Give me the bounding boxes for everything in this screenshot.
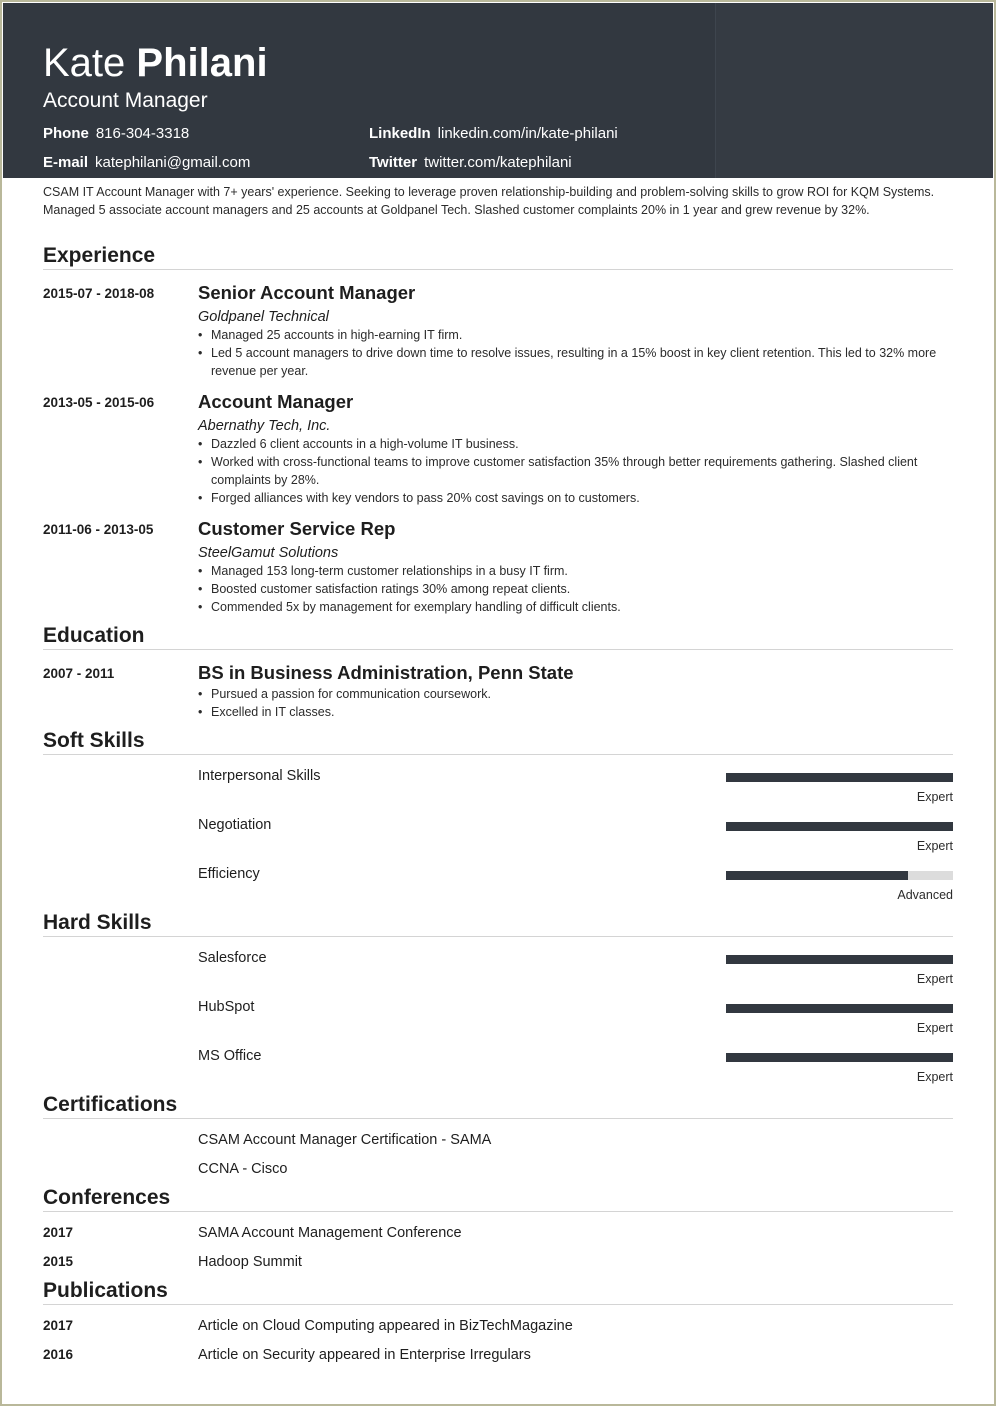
section-divider — [43, 649, 953, 650]
section-title-soft-skills: Soft Skills — [43, 729, 145, 752]
list-item: • Worked with cross-functional teams to improve customer satisfaction 35% through better requirements gathering. Slashed client complaints by 28%. — [198, 453, 953, 489]
publication-year: 2016 — [43, 1347, 74, 1362]
certification-item: CCNA - Cisco — [198, 1161, 288, 1177]
list-item: • Forged alliances with key vendors to pass 20% cost savings on to customers. — [198, 489, 953, 507]
list-item: • Managed 25 accounts in high-earning IT firm. — [198, 326, 953, 344]
skill-name: Salesforce — [198, 950, 267, 966]
job-company: Abernathy Tech, Inc. — [198, 418, 331, 434]
skill-level-label: Expert — [916, 839, 953, 853]
skill-name: Negotiation — [198, 817, 272, 833]
first-name: Kate — [43, 41, 126, 85]
skill-level-bar — [726, 871, 953, 880]
publication-title: Article on Security appeared in Enterprise Irregulars — [198, 1347, 531, 1363]
job-company: Goldpanel Technical — [198, 309, 329, 325]
job-dates: 2015-07 - 2018-08 — [43, 286, 155, 301]
skill-level-label: Expert — [916, 1021, 953, 1035]
contact-label: E-mail — [43, 154, 89, 171]
list-item: • Managed 153 long-term customer relationships in a busy IT firm. — [198, 562, 953, 580]
section-title-certifications: Certifications — [43, 1093, 178, 1116]
skill-level-bar — [726, 955, 953, 964]
skill-level-fill — [726, 955, 953, 964]
resume-header — [3, 3, 993, 178]
certification-item: CSAM Account Manager Certification - SAMA — [198, 1132, 492, 1148]
contact-label: Phone — [43, 125, 89, 142]
section-title-experience: Experience — [43, 244, 156, 267]
profile-summary: CSAM IT Account Manager with 7+ years' experience. Seeking to leverage proven relationship-building and problem-solving skills to grow ROI for KQM Systems. Managed 5 associate account managers and 25 accounts at Goldpanel Tech. Slashed customer complaints 20% in 1 year and grew revenue by 32%. — [43, 185, 935, 217]
skill-level-label: Expert — [916, 790, 953, 804]
contact-value[interactable]: katephilani@gmail.com — [95, 154, 251, 171]
skill-level-label: Expert — [916, 1070, 953, 1084]
job-bullets — [198, 562, 953, 616]
contact-value[interactable]: twitter.com/katephilani — [424, 154, 572, 171]
list-item: • Commended 5x by management for exemplary handling of difficult clients. — [198, 598, 953, 616]
job-dates: 2013-05 - 2015-06 — [43, 395, 155, 410]
job-bullets — [198, 326, 953, 380]
contact-linkedin — [369, 124, 618, 144]
candidate-name — [43, 39, 268, 87]
last-name: Philani — [136, 41, 268, 85]
job-role: Senior Account Manager — [198, 282, 416, 303]
section-divider — [43, 1211, 953, 1212]
job-role: Account Manager — [198, 391, 354, 412]
education-degree: BS in Business Administration, Penn State — [198, 662, 574, 683]
contact-email — [43, 153, 250, 173]
list-item: • Dazzled 6 client accounts in a high-volume IT business. — [198, 435, 953, 453]
conference-name: Hadoop Summit — [198, 1254, 302, 1270]
job-title: Account Manager — [43, 89, 208, 112]
section-divider — [43, 269, 953, 270]
conference-year: 2017 — [43, 1225, 74, 1240]
skill-level-fill — [726, 773, 953, 782]
education-bullets — [198, 685, 953, 721]
publication-title: Article on Cloud Computing appeared in BizTechMagazine — [198, 1318, 573, 1334]
header-side-panel — [715, 3, 993, 178]
contact-label: LinkedIn — [369, 125, 431, 142]
section-title-hard-skills: Hard Skills — [43, 911, 152, 934]
list-item: • Boosted customer satisfaction ratings 30% among repeat clients. — [198, 580, 953, 598]
skill-name: Efficiency — [198, 866, 260, 882]
contact-twitter — [369, 153, 572, 173]
section-title-conferences: Conferences — [43, 1186, 171, 1209]
skill-level-label: Expert — [916, 972, 953, 986]
skill-level-bar — [726, 773, 953, 782]
section-divider — [43, 1118, 953, 1119]
skill-level-bar — [726, 822, 953, 831]
skill-level-fill — [726, 1004, 953, 1013]
contact-phone — [43, 124, 189, 144]
job-role: Customer Service Rep — [198, 518, 396, 539]
skill-level-bar — [726, 1004, 953, 1013]
skill-level-fill — [726, 1053, 953, 1062]
section-title-education: Education — [43, 624, 145, 647]
job-dates: 2011-06 - 2013-05 — [43, 522, 154, 537]
job-company: SteelGamut Solutions — [198, 545, 339, 561]
publication-year: 2017 — [43, 1318, 74, 1333]
contact-value[interactable]: 816-304-3318 — [95, 125, 190, 142]
list-item: • Pursued a passion for communication coursework. — [198, 685, 953, 703]
skill-name: Interpersonal Skills — [198, 768, 321, 784]
conference-name: SAMA Account Management Conference — [198, 1225, 462, 1241]
skill-level-fill — [726, 871, 908, 880]
skill-level-fill — [726, 822, 953, 831]
section-title-publications: Publications — [43, 1279, 168, 1302]
section-divider — [43, 754, 953, 755]
contact-value[interactable]: linkedin.com/in/kate-philani — [437, 125, 618, 142]
skill-level-label: Advanced — [897, 888, 953, 902]
section-divider — [43, 936, 953, 937]
job-bullets — [198, 435, 953, 507]
list-item: • Excelled in IT classes. — [198, 703, 953, 721]
education-dates: 2007 - 2011 — [43, 666, 115, 681]
conference-year: 2015 — [43, 1254, 74, 1269]
skill-name: HubSpot — [198, 999, 255, 1015]
skill-level-bar — [726, 1053, 953, 1062]
section-divider — [43, 1304, 953, 1305]
skill-name: MS Office — [198, 1048, 262, 1064]
list-item: • Led 5 account managers to drive down time to resolve issues, resulting in a 15% boost in key client retention. This led to 32% more revenue per year. — [198, 344, 953, 380]
contact-label: Twitter — [369, 154, 418, 171]
